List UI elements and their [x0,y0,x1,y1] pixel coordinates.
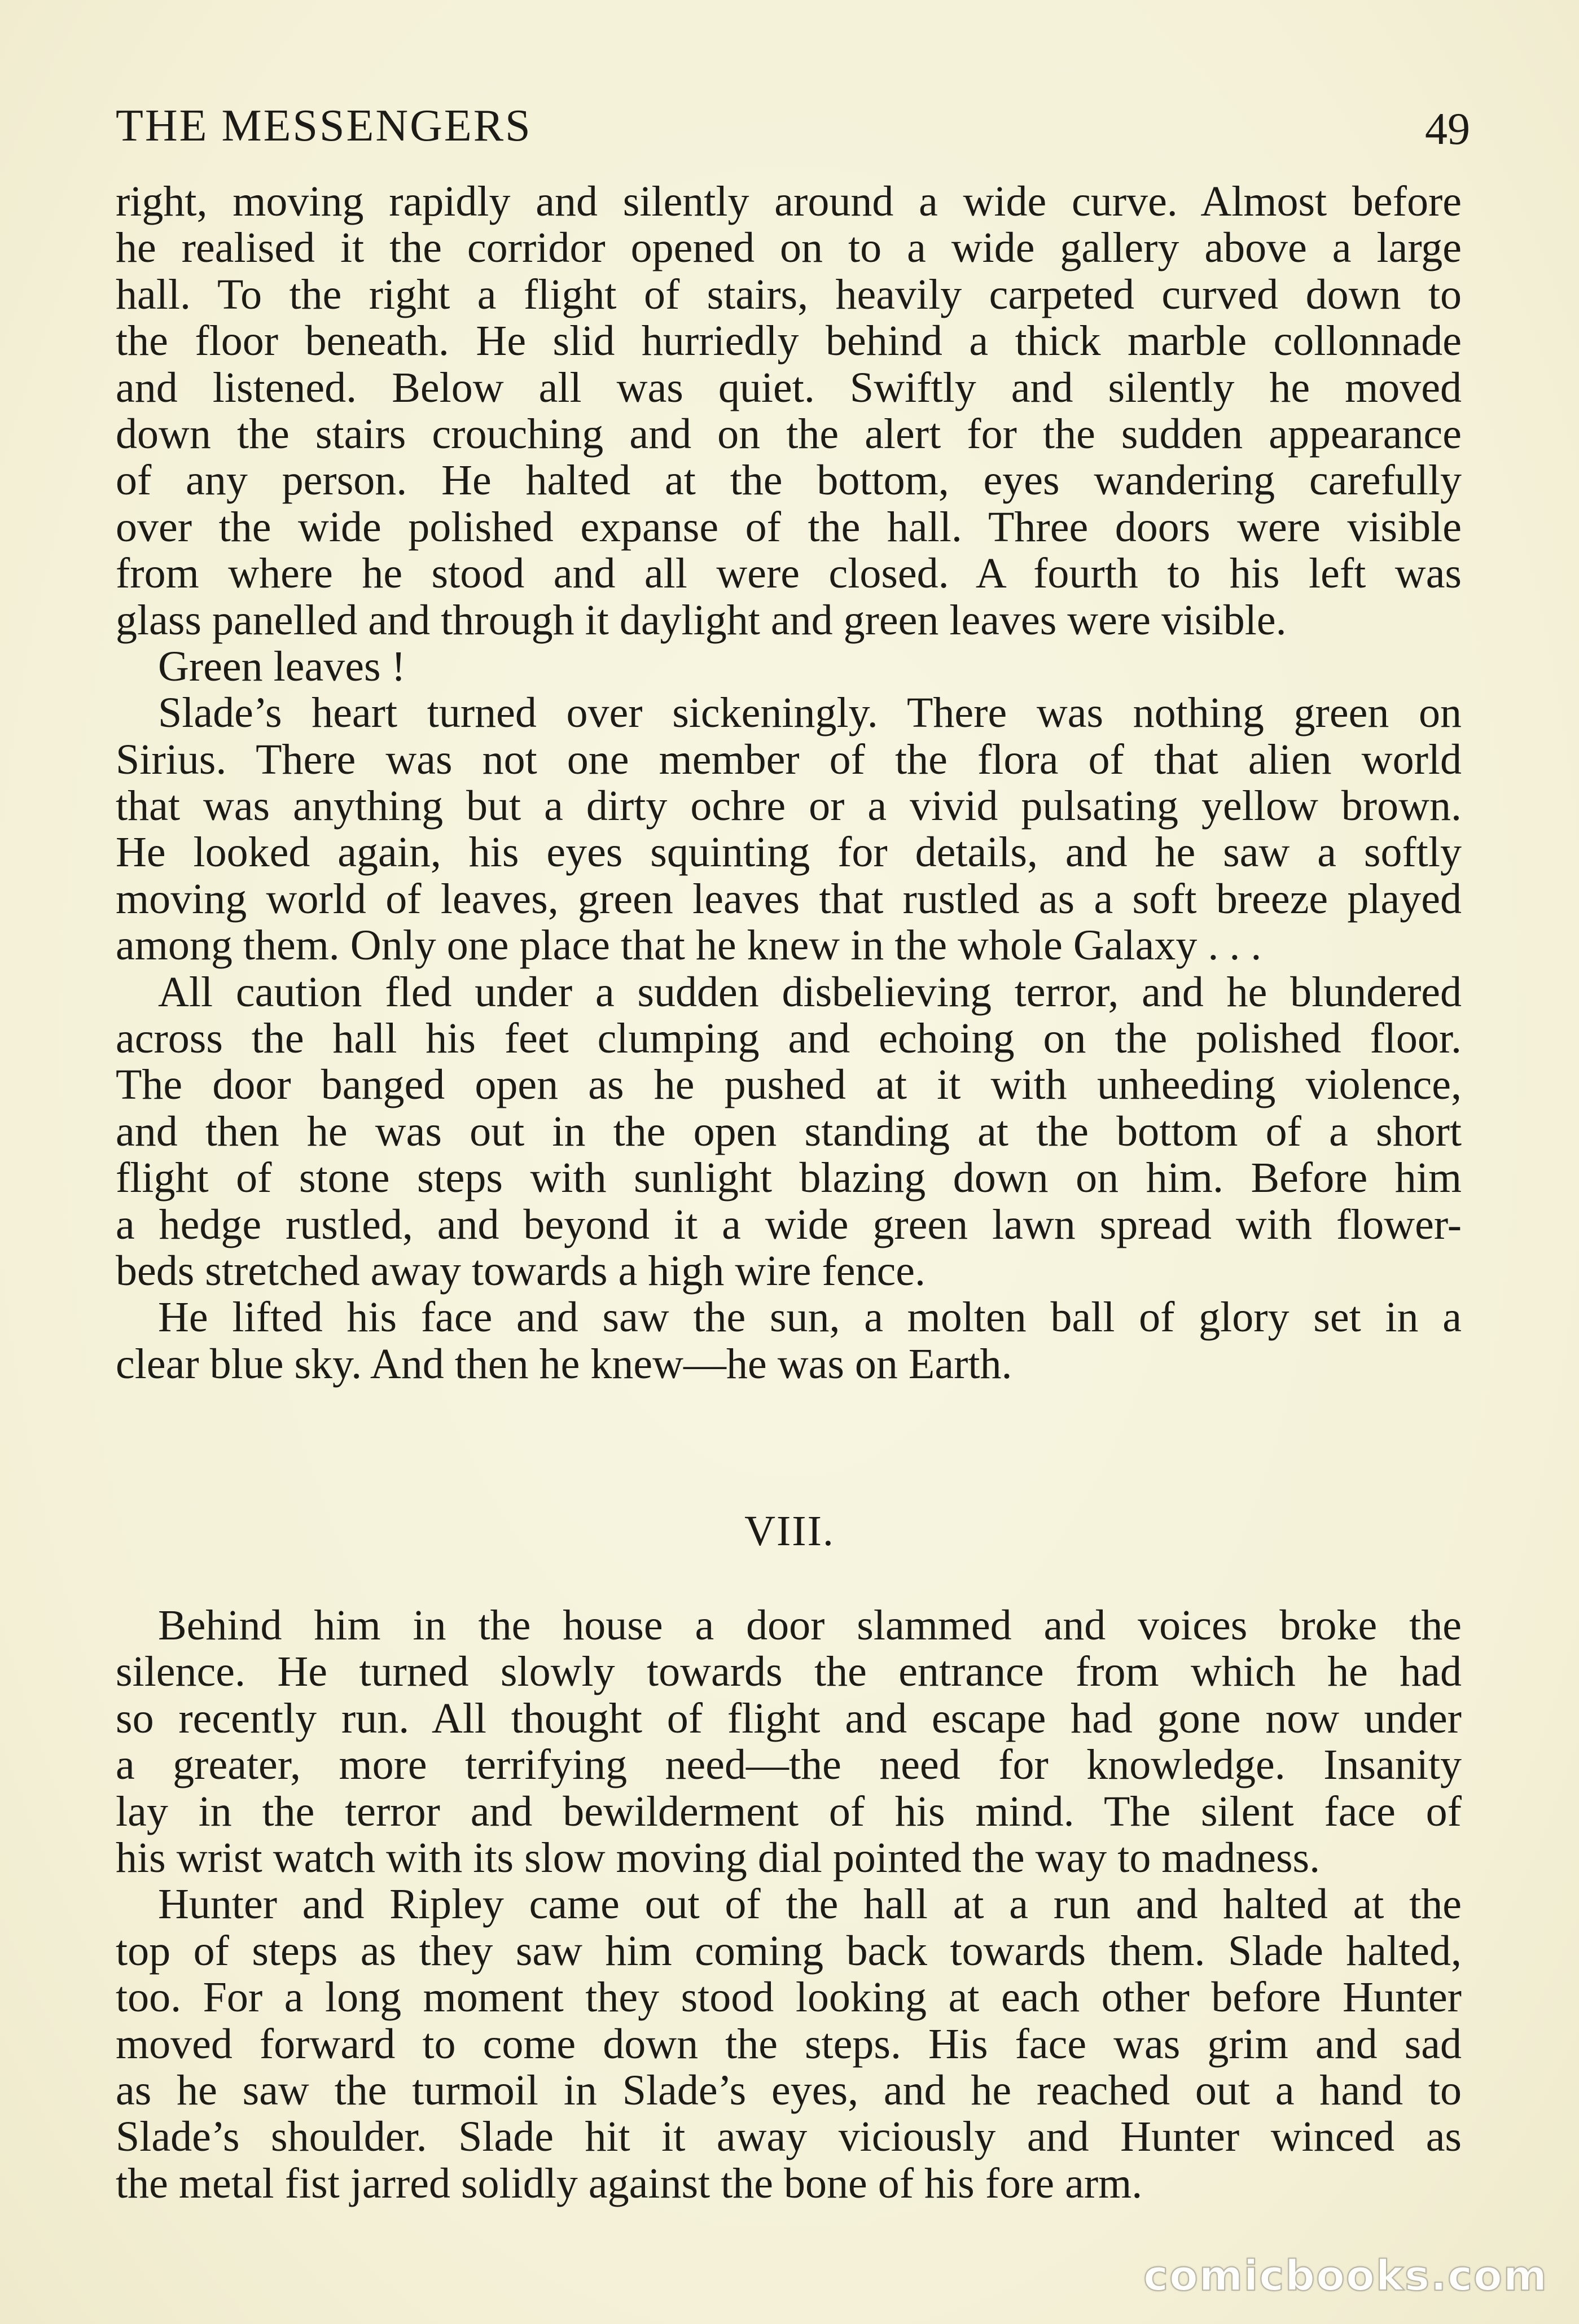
text-line: top of steps as they saw him coming back towards them. Slade halted, [116,1927,1462,1975]
running-title: THE MESSENGERS [116,101,532,151]
text-line: as he saw the turmoil in Slade’s eyes, and he reached out a hand to [116,2066,1462,2114]
text-line: across the hall his feet clumping and echoing on the polished floor. [116,1015,1462,1063]
text-line: glass panelled and through it daylight and green leaves were visible. [116,596,1287,644]
text-line: Slade’s shoulder. Slade hit it away viciously and Hunter winced as [116,2113,1462,2161]
text-line: All caution fled under a sudden disbelieving terror, and he blundered [158,968,1462,1016]
text-line: Green leaves ! [158,642,406,690]
section-two-text [116,1602,1462,2207]
text-line: he realised it the corridor opened on to a wide gallery above a large [116,224,1462,272]
text-line: the floor beneath. He slid hurriedly behind a thick marble collonnade [116,317,1462,365]
text-line: clear blue sky. And then he knew—he was on Earth. [116,1340,1012,1388]
text-line: moving world of leaves, green leaves that rustled as a soft breeze played [116,875,1462,923]
text-line: beds stretched away towards a high wire fence. [116,1247,926,1295]
text-line: down the stairs crouching and on the alert for the sudden appearance [116,410,1462,458]
text-line: The door banged open as he pushed at it with unheeding violence, [116,1061,1462,1109]
text-line: and then he was out in the open standing at the bottom of a short [116,1107,1462,1155]
text-line: his wrist watch with its slow moving dial pointed the way to madness. [116,1834,1321,1882]
text-line: of any person. He halted at the bottom, eyes wandering carefully [116,457,1462,505]
watermark: comicbooks.com [1143,2252,1548,2300]
text-line: and listened. Below all was quiet. Swiftly and silently he moved [116,363,1462,411]
text-line: right, moving rapidly and silently around a wide curve. Almost before [116,178,1462,225]
text-line: silence. He turned slowly towards the entrance from which he had [116,1648,1462,1696]
text-line: a greater, more terrifying need—the need for knowledge. Insanity [116,1741,1462,1789]
text-line: Slade’s heart turned over sickeningly. There was nothing green on [158,689,1462,737]
text-line: over the wide polished expanse of the hall. Three doors were visible [116,503,1462,551]
text-line: the metal fist jarred solidly against the bone of his fore arm. [116,2159,1143,2207]
text-line: lay in the terror and bewilderment of his mind. The silent face of [116,1787,1462,1835]
text-line: Hunter and Ripley came out of the hall at a run and halted at the [158,1880,1462,1928]
page-header [116,95,1470,157]
text-line: He lifted his face and saw the sun, a molten ball of glory set in a [158,1293,1462,1341]
section-one-text [116,178,1462,1387]
text-line: a hedge rustled, and beyond it a wide green lawn spread with flower- [116,1200,1462,1248]
text-line: flight of stone steps with sunlight blazing down on him. Before him [116,1154,1462,1202]
page-number: 49 [1425,104,1470,154]
text-line: among them. Only one place that he knew in the whole Galaxy . . . [116,922,1262,970]
text-line: that was anything but a dirty ochre or a vivid pulsating yellow brown. [116,782,1462,830]
text-line: Behind him in the house a door slammed and voices broke the [158,1602,1462,1649]
text-line: He looked again, his eyes squinting for details, and he saw a softly [116,828,1462,876]
text-line: Sirius. There was not one member of the flora of that alien world [116,735,1462,783]
text-line: from where he stood and all were closed. A fourth to his left was [116,550,1462,598]
chapter-heading: VIII. [744,1507,835,1555]
text-line: moved forward to come down the steps. His face was grim and sad [116,2020,1462,2068]
text-line: too. For a long moment they stood looking at each other before Hunter [116,1974,1462,2022]
text-line: hall. To the right a flight of stairs, heavily carpeted curved down to [116,270,1462,318]
text-line: so recently run. All thought of flight and escape had gone now under [116,1694,1462,1742]
